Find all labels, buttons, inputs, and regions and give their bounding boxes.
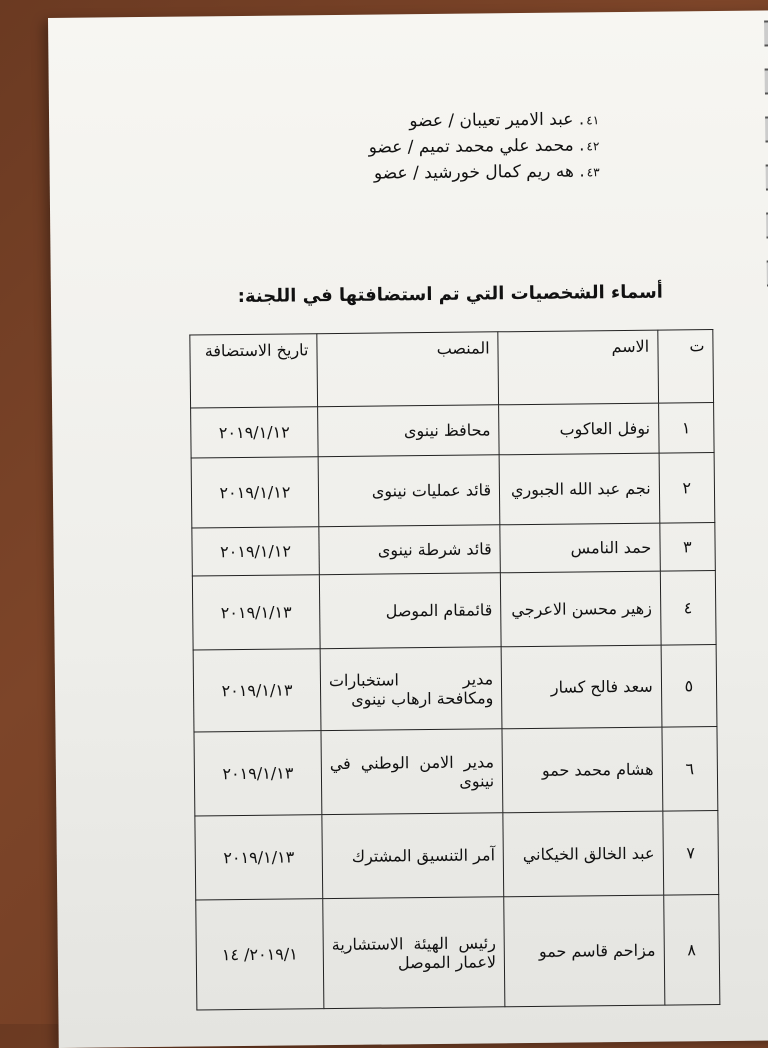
binder-ring bbox=[765, 68, 768, 94]
table-row: ٨ مزاحم قاسم حمو رئيس الهيئة الاستشارية لاعمار الموصل ٢٠١٩/١/ ١٤ bbox=[196, 895, 720, 1010]
header-position: المنصب bbox=[317, 332, 499, 407]
document-page bbox=[48, 10, 768, 1048]
guests-table bbox=[189, 329, 720, 1010]
table-row: ٤ زهير محسن الاعرجي قائمقام الموصل ٢٠١٩/١/١٣ bbox=[192, 571, 716, 650]
binder-rings bbox=[764, 20, 768, 1020]
header-num: ت bbox=[657, 330, 713, 404]
table-row: ٧ عبد الخالق الخيكاني آمر التنسيق المشترك ٢٠١٩/١/١٣ bbox=[195, 811, 719, 900]
table-row: ٢ نجم عبد الله الجبوري قائد عمليات نينوى ٢٠١٩/١/١٢ bbox=[191, 453, 715, 528]
table-header-row bbox=[190, 330, 714, 408]
member-item: ٤٢. محمد علي محمد تميم / عضو bbox=[368, 135, 600, 158]
table-row: ٣ حمد النامس قائد شرطة نينوى ٢٠١٩/١/١٢ bbox=[192, 523, 715, 576]
member-item: ٤٣. هه ريم كمال خورشيد / عضو bbox=[373, 161, 600, 184]
members-list bbox=[368, 107, 600, 187]
table-row: ١ نوفل العاكوب محافظ نينوى ٢٠١٩/١/١٢ bbox=[191, 403, 714, 458]
binder-ring bbox=[764, 20, 768, 46]
member-item: ٤١. عبد الامير تعيبان / عضو bbox=[409, 109, 600, 132]
table-row: ٥ سعد فالح كسار مدير استخبارات ومكافحة ارهاب نينوى ٢٠١٩/١/١٣ bbox=[193, 645, 717, 732]
header-date: تاريخ الاستضافة bbox=[190, 334, 318, 408]
header-name: الاسم bbox=[498, 330, 658, 405]
section-heading: أسماء الشخصيات التي تم استضافتها في اللجنة: bbox=[237, 281, 664, 308]
table-row: ٦ هشام محمد حمو مدير الامن الوطني في نينوى ٢٠١٩/١/١٣ bbox=[194, 727, 718, 816]
